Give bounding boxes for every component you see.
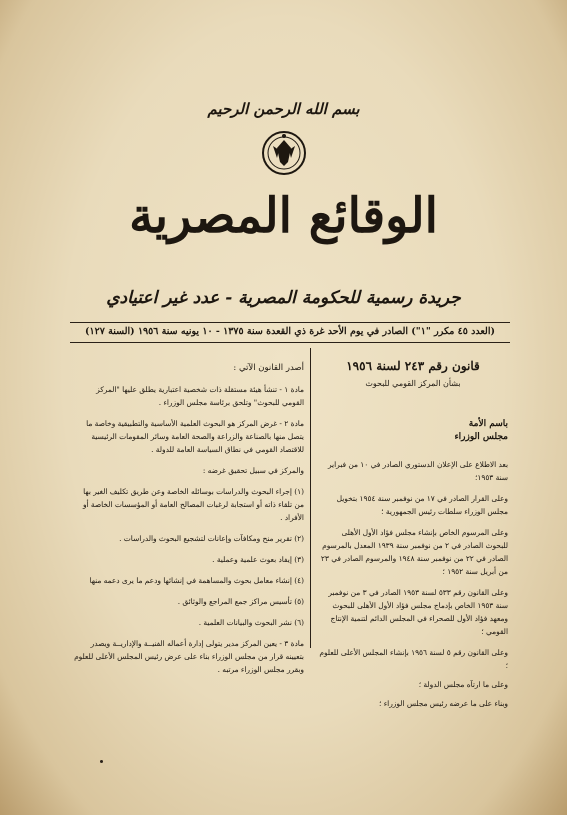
masthead-subtitle: جريدة رسمية للحكومة المصرية - عدد غير اعتيادي	[106, 288, 461, 308]
article-text: (٢) تقرير منح ومكافآت وإعانات لتشجيع البحوث والدراسات .	[119, 534, 304, 543]
article-text: مادة ٢ - غرض المركز هو البحوث العلمية الأساسية والتطبيقية وخاصة ما يتصل منها بالصناعة والزراعة والصحة العامة وسائر المقومات الرئيسية للاقتصاد القومي في نطاق السياسة العامة للدولة .	[86, 419, 304, 454]
article-text: (٥) تأسيس مراكز جمع المراجع والوثائق .	[177, 597, 304, 606]
bottom-rule	[70, 342, 510, 343]
preamble-paragraph: بعد الاطلاع على الإعلان الدستوري الصادر في ١٠ من فبراير سنة ١٩٥٣؛	[327, 460, 508, 482]
masthead-title: الوقائع المصرية	[129, 188, 438, 244]
preamble-line: وعلى ما ارتآه مجلس الدولة ؛	[418, 680, 508, 689]
preamble-line: وبناء على ما عرضه رئيس مجلس الوزراء ؛	[379, 699, 508, 708]
in-the-name-of-nation: باسم الأمة	[468, 419, 508, 429]
ink-speck	[100, 760, 103, 763]
issue-line: (العدد ٤٥ مكرر "١") الصادر في يوم الأحد غرة ذي القعدة سنة ١٣٧٥ - ١٠ يونيه سنة ١٩٥٦ (السنة ١٢٧)	[85, 326, 495, 337]
enactment-heading: أصدر القانون الآتي :	[233, 363, 304, 373]
basmala: بسم الله الرحمن الرحيم	[207, 100, 360, 118]
article-text: والمركز في سبيل تحقيق غرضه :	[202, 466, 304, 475]
law-title: قانون رقم ٢٤٣ لسنة ١٩٥٦	[346, 359, 480, 373]
article-text: (١) إجراء البحوث والدراسات بوسائله الخاصة وعن طريق تكليف الغير بها من تلقاء ذاته أو استجابة لرغبات المصالح العامة أو المؤسسات الخاصة أو الأفراد .	[82, 487, 304, 522]
top-rule	[70, 322, 510, 323]
article-text: مادة ١ - تنشأ هيئة مستقلة ذات شخصية اعتبارية يطلق عليها "المركز القومي للبحوث" وتلحق برئاسة مجلس الوزراء .	[96, 385, 304, 407]
preamble-line: وعلى القانون رقم ٥ لسنة ١٩٥٦ بإنشاء المجلس الأعلى للعلوم ؛	[319, 648, 508, 670]
column-divider	[310, 348, 311, 648]
preamble-paragraph: وعلى القرار الصادر في ١٧ من نوفمبر سنة ١٩٥٤ بتخويل مجلس الوزراء سلطات رئيس الجمهورية ؛	[336, 494, 508, 516]
article-text: (٣) إيفاد بعوث علمية وعملية .	[212, 555, 304, 564]
article-text: مادة ٣ - يعين المركز مدير يتولى إدارة أعماله الفنيــة والإداريــة ويصدر بتعيينه قرار من مجلس الوزراء بناء على عرض رئيس المجلس الأعلى للعلوم وبقرر مجلس الوزراء مرتبه .	[74, 639, 304, 674]
coat-of-arms-emblem	[261, 128, 307, 178]
preamble-paragraph: وعلى القانون رقم ٥٣٣ لسنة ١٩٥٣ الصادر في ٣ من نوفمبر سنة ١٩٥٣ الخاص بإدماج مجلس فؤاد الأول الأهلى للبحوث ومعهد فؤاد الأول للصحراء في المجلس الدائم لتنمية الإنتاج القومي ؛	[328, 588, 508, 636]
preamble-paragraph: وعلى المرسوم الخاص بإنشاء مجلس فؤاد الأول الأهلى للبحوث الصادر في ٢ من نوفمبر سنة ١٩٣٩ المعدل بالمرسوم الصادر في ٢٢ من نوفمبر سنة ١٩٤٨ والمرسوم الصادر في ٢٣ من أبريل سنة ١٩٥٢ ؛	[320, 528, 508, 576]
law-subject: بشأن المركز القومي للبحوث	[365, 379, 461, 388]
article-text: (٦) نشر البحوث والبيانات العلمية .	[198, 618, 304, 627]
article-text: (٤) إنشاء معامل بحوث والمساهمة في إنشائها ودعم ما يرى دعمه منها	[89, 576, 304, 585]
left-column	[72, 362, 304, 684]
authority-label: مجلس الوزراء	[454, 432, 508, 442]
right-column	[318, 360, 508, 716]
